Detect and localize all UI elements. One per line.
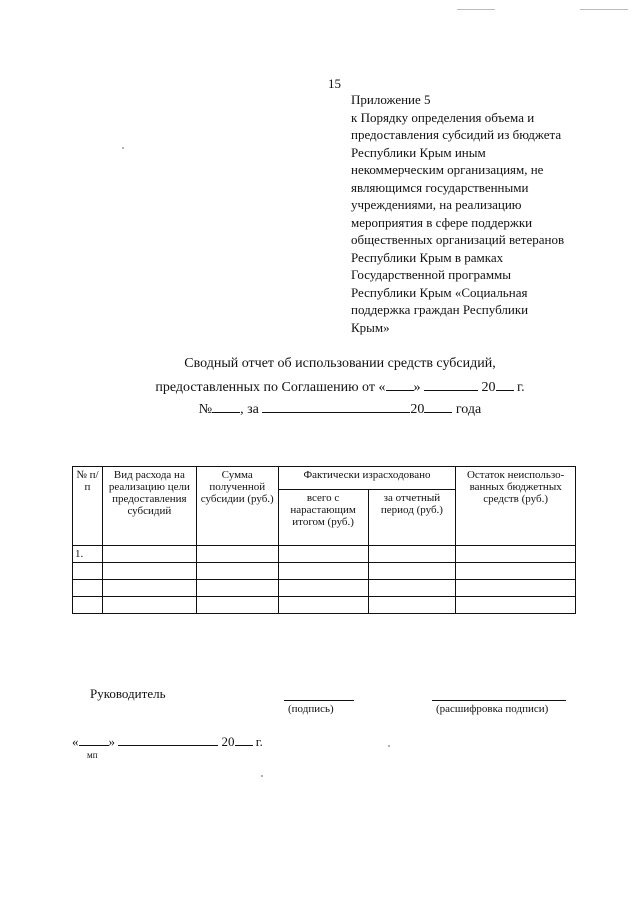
title-period-label: , за [240, 402, 259, 417]
report-period-blank[interactable] [262, 400, 410, 413]
table-cell[interactable] [73, 597, 103, 614]
appendix-line: учреждениями, на реализацию [351, 197, 522, 212]
table-cell[interactable] [456, 580, 576, 597]
table-cell[interactable] [456, 597, 576, 614]
table-cell[interactable] [196, 597, 278, 614]
page-number: 15 [328, 76, 341, 91]
scan-speck [261, 775, 263, 777]
title-period-year-prefix: 20 [410, 402, 425, 417]
date-open-quote: « [72, 734, 79, 749]
table-cell[interactable] [456, 563, 576, 580]
date-month-blank[interactable] [118, 733, 218, 746]
stamp-place-label: мп [87, 750, 98, 760]
table-cell[interactable]: 1. [73, 546, 103, 563]
date-year-blank[interactable] [235, 733, 253, 746]
table-cell[interactable] [278, 546, 368, 563]
appendix-line: Крым» [351, 319, 390, 335]
agreement-number-blank[interactable] [212, 400, 240, 413]
table-cell[interactable] [368, 597, 456, 614]
appendix-line: предоставления субсидий из бюджета [351, 127, 562, 142]
appendix-line: к Порядку определения объема и [351, 109, 535, 125]
title-year-prefix: 20 [481, 380, 496, 395]
report-year-blank[interactable] [424, 400, 452, 413]
table-cell[interactable] [368, 546, 456, 563]
appendix-line: Государственной программы [351, 267, 512, 282]
header-reporting-period: за отчетный период (руб.) [368, 490, 456, 546]
signature-line[interactable] [284, 700, 354, 701]
scan-mark [580, 9, 628, 10]
appendix-line: Республики Крым «Социальная [351, 284, 528, 300]
table-cell[interactable] [102, 546, 196, 563]
table-row [73, 563, 576, 580]
table-cell[interactable] [278, 580, 368, 597]
signature-decode-caption: (расшифровка подписи) [436, 703, 549, 715]
agreement-month-blank[interactable] [424, 378, 478, 391]
table-cell[interactable] [196, 563, 278, 580]
title-quote-close: » [413, 380, 421, 395]
appendix-line: Приложение 5 [351, 92, 431, 107]
report-title-line-3 [80, 400, 600, 418]
scan-speck [388, 745, 390, 747]
date-year-prefix: 20 [221, 734, 235, 749]
header-remaining-funds: Остаток неиспользо-ванных бюджетных средств (руб.) [456, 467, 576, 546]
appendix-line: Республики Крым в рамках [351, 249, 504, 265]
signature-decode-line[interactable] [432, 700, 566, 701]
subsidy-report-table [72, 466, 576, 614]
appendix-line: Республики Крым иным [351, 144, 486, 160]
table-row [73, 580, 576, 597]
date-day-blank[interactable] [79, 733, 109, 746]
table-cell[interactable] [196, 546, 278, 563]
signatory-position-label: Руководитель [90, 686, 166, 701]
header-expense-type: Вид расхода на реализацию цели предоставления субсидий [102, 467, 196, 546]
table-cell[interactable] [278, 597, 368, 614]
table-cell[interactable] [102, 563, 196, 580]
header-actual-spent: Фактически израсходовано [278, 467, 456, 490]
title-year-suffix: г. [517, 380, 525, 395]
table-cell[interactable] [368, 580, 456, 597]
appendix-line: некоммерческим организациям, не [351, 162, 544, 177]
table-cell[interactable] [368, 563, 456, 580]
report-title-line-2 [80, 378, 600, 396]
appendix-line: общественных организаций ветеранов [351, 232, 565, 247]
title-number-sign: № [198, 402, 213, 417]
agreement-year-blank[interactable] [496, 378, 514, 391]
table-row [73, 597, 576, 614]
header-cumulative-total: всего с нарастающим итогом (руб.) [278, 490, 368, 546]
date-close-quote: » [108, 734, 115, 749]
date-year-suffix: г. [255, 734, 263, 749]
appendix-line: поддержка граждан Республики [351, 302, 529, 317]
table-cell[interactable] [73, 563, 103, 580]
table-row [73, 546, 576, 563]
appendix-header [351, 91, 626, 336]
header-number: № п/ п [73, 467, 103, 546]
scan-mark [457, 9, 495, 10]
appendix-line: являющимся государственными [351, 179, 529, 195]
table-header-row [73, 467, 576, 490]
title-agreement-prefix: предоставленных по Соглашению от « [155, 380, 386, 395]
table-cell[interactable] [102, 597, 196, 614]
agreement-day-blank[interactable] [386, 378, 414, 391]
table-cell[interactable] [102, 580, 196, 597]
scan-speck [122, 147, 124, 149]
signature-date-row [72, 733, 263, 750]
table-cell[interactable] [196, 580, 278, 597]
signature-caption: (подпись) [288, 703, 334, 715]
table-cell[interactable] [73, 580, 103, 597]
appendix-line: мероприятия в сфере поддержки [351, 214, 533, 230]
table-cell[interactable] [278, 563, 368, 580]
title-period-suffix: года [455, 402, 482, 417]
report-title-line-1: Сводный отчет об использовании средств субсидий, [184, 356, 496, 371]
header-subsidy-amount: Сумма полученной субсидии (руб.) [196, 467, 278, 546]
table-cell[interactable] [456, 546, 576, 563]
